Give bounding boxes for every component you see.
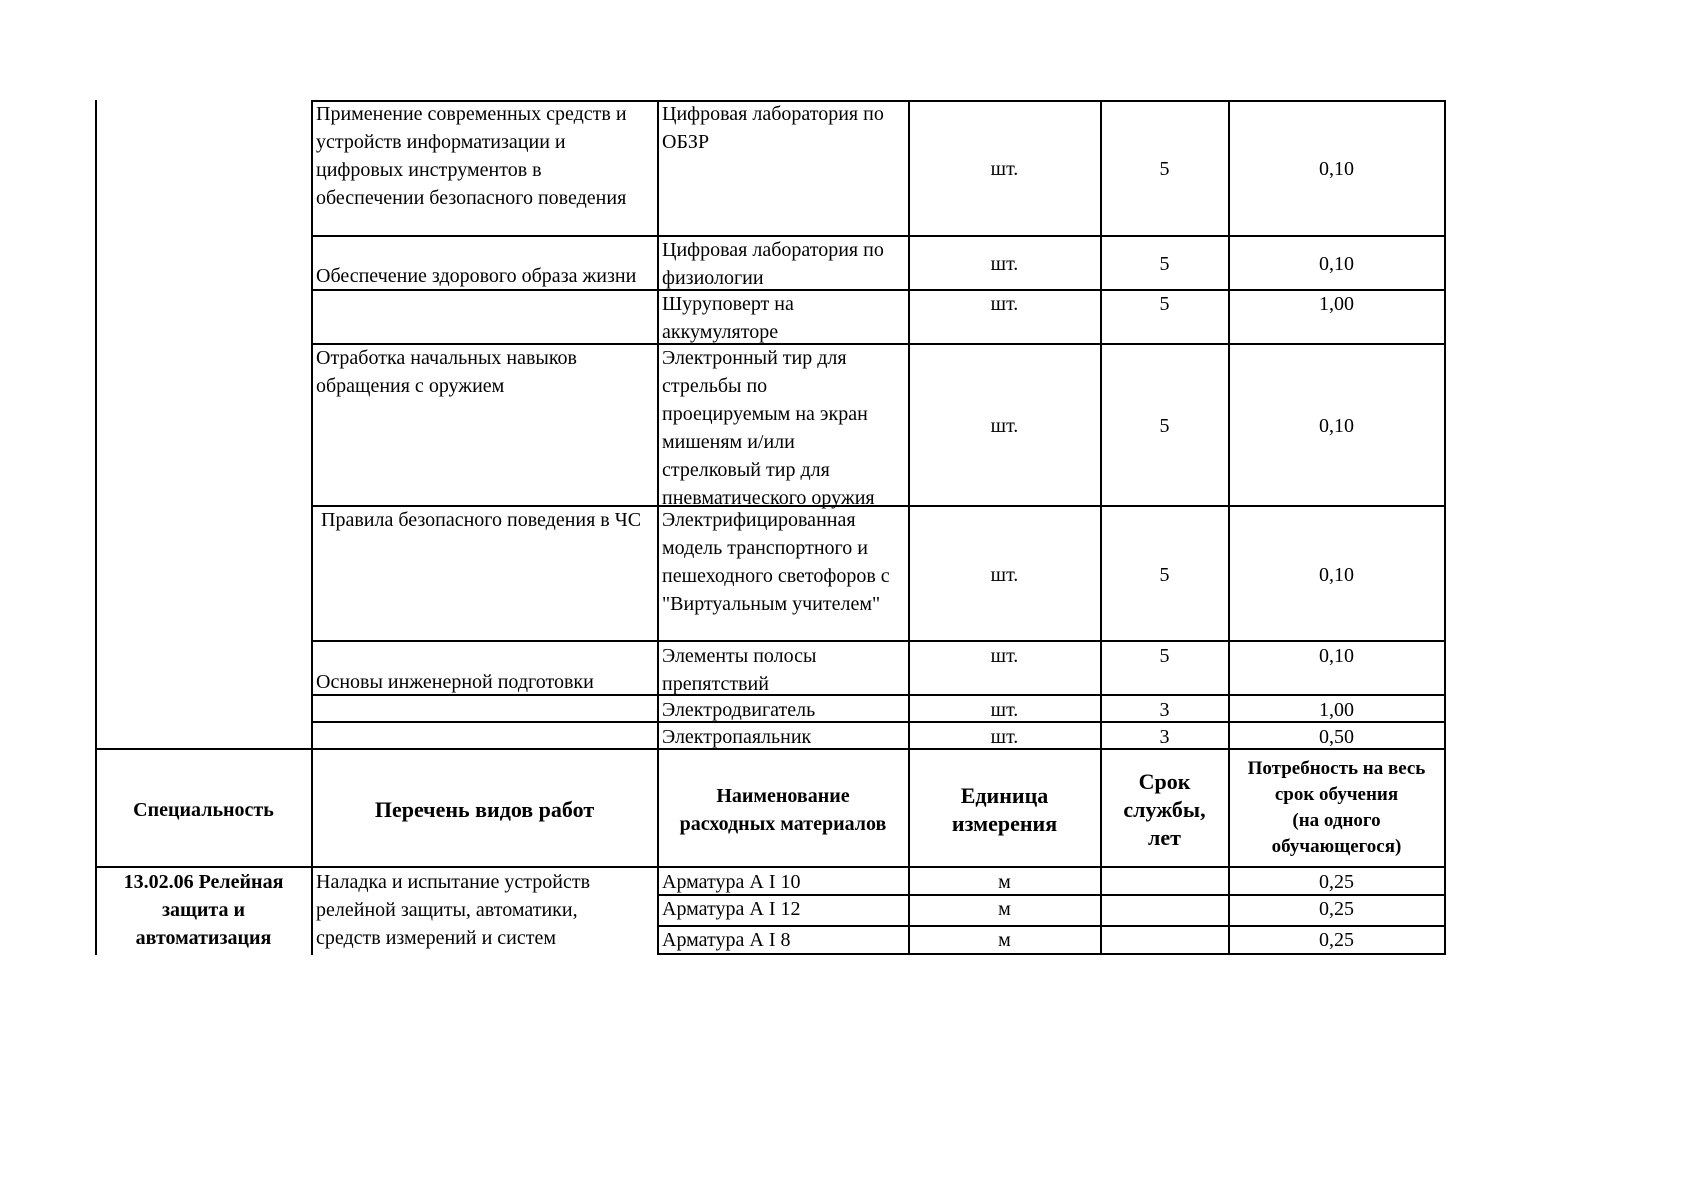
table-rule xyxy=(1444,100,1446,955)
need-cell: 0,10 xyxy=(1319,158,1354,180)
service-life-cell: 3 xyxy=(1159,726,1170,748)
material-cell: Цифровая лаборатория по ОБЗР xyxy=(662,103,884,153)
header-work-types: Перечень видов работ xyxy=(374,797,595,822)
unit-cell: м xyxy=(998,898,1011,920)
service-life-cell: 5 xyxy=(1159,564,1170,586)
work-type-cell: Отработка начальных навыков обращения с оружием xyxy=(316,347,577,397)
unit-cell: шт. xyxy=(990,699,1019,721)
work-type-cell: Применение современных средств и устройств информатизации и цифровых инструментов в обеспечении безопасного поведения xyxy=(316,103,627,209)
specialty-cell: 13.02.06 Релейная защита и автоматизация xyxy=(123,871,284,949)
header-unit: Единица измерения xyxy=(951,783,1058,836)
need-cell: 1,00 xyxy=(1319,293,1354,315)
header-need: Потребность на весь срок обучения (на одного обучающегося) xyxy=(1247,758,1426,857)
service-life-cell: 5 xyxy=(1159,645,1170,667)
unit-cell: шт. xyxy=(990,645,1019,667)
need-cell: 0,25 xyxy=(1319,871,1354,893)
header-specialty: Специальность xyxy=(133,799,274,821)
material-cell: Шуруповерт на аккумуляторе xyxy=(662,293,794,343)
work-type-cell: Наладка и испытание устройств релейной защиты, автоматики, средств измерений и систем xyxy=(316,871,591,949)
material-cell: Арматура А I 8 xyxy=(662,929,791,951)
material-cell: Цифровая лаборатория по физиологии xyxy=(662,239,884,289)
service-life-cell: 5 xyxy=(1159,415,1170,437)
unit-cell: шт. xyxy=(990,253,1019,275)
need-cell: 0,50 xyxy=(1319,726,1354,748)
material-cell: Арматура А I 10 xyxy=(662,871,801,893)
unit-cell: шт. xyxy=(990,293,1019,315)
material-cell: Электронный тир для стрельбы по проецируемым на экран мишеням и/или стрелковый тир для пневматического оружия xyxy=(662,347,875,509)
need-cell: 1,00 xyxy=(1319,699,1354,721)
unit-cell: шт. xyxy=(990,726,1019,748)
header-service-life: Срок службы, лет xyxy=(1123,769,1206,850)
service-life-cell: 5 xyxy=(1159,158,1170,180)
service-life-cell: 5 xyxy=(1159,293,1170,315)
need-cell: 0,10 xyxy=(1319,415,1354,437)
material-cell: Элементы полосы препятствий xyxy=(662,645,817,695)
unit-cell: м xyxy=(998,871,1011,893)
unit-cell: шт. xyxy=(990,158,1019,180)
work-type-cell: Основы инженерной подготовки xyxy=(316,671,594,693)
work-type-cell: Правила безопасного поведения в ЧС xyxy=(316,509,642,531)
header-materials: Наименование расходных материалов xyxy=(679,785,887,835)
material-cell: Электропаяльник xyxy=(662,726,812,748)
material-cell: Арматура А I 12 xyxy=(662,898,801,920)
work-type-cell: Обеспечение здорового образа жизни xyxy=(316,265,637,287)
need-cell: 0,25 xyxy=(1319,898,1354,920)
need-cell: 0,10 xyxy=(1319,564,1354,586)
unit-cell: м xyxy=(998,929,1011,951)
need-cell: 0,10 xyxy=(1319,645,1354,667)
unit-cell: шт. xyxy=(990,415,1019,437)
service-life-cell: 5 xyxy=(1159,253,1170,275)
table-rule xyxy=(95,100,97,955)
material-cell: Электродвигатель xyxy=(662,699,816,721)
service-life-cell: 3 xyxy=(1159,699,1170,721)
need-cell: 0,10 xyxy=(1319,253,1354,275)
material-cell: Электрифицированная модель транспортного и пешеходного светофоров с "Виртуальным учителем" xyxy=(662,509,890,615)
unit-cell: шт. xyxy=(990,564,1019,586)
need-cell: 0,25 xyxy=(1319,929,1354,951)
